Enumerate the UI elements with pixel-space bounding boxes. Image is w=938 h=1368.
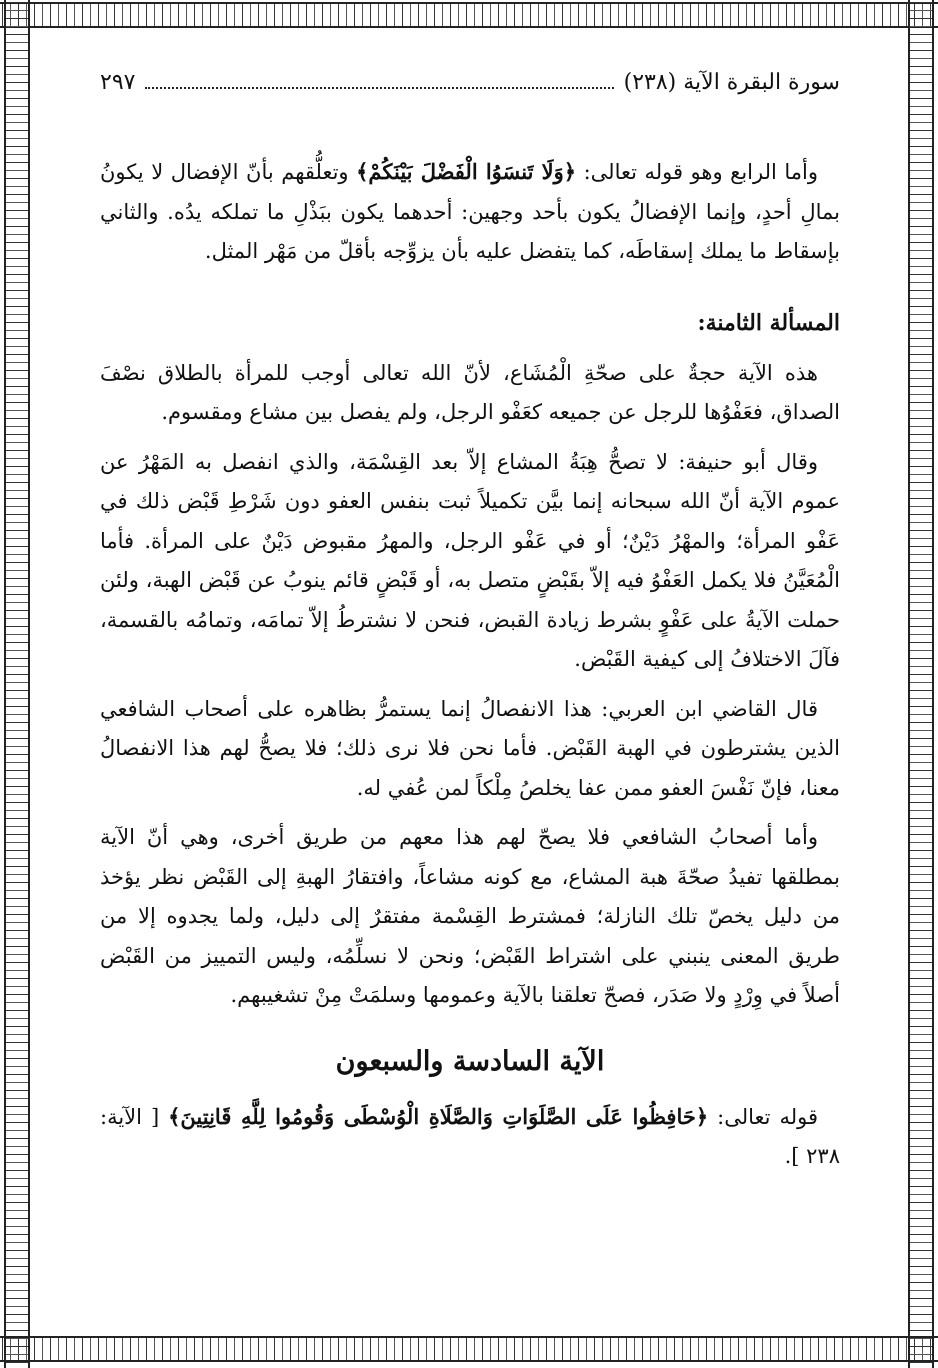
paragraph-fourth-argument xyxy=(100,152,840,272)
decorative-border-bottom xyxy=(0,1336,938,1362)
chapter-heading-verse-76: الآية السادسة والسبعون xyxy=(335,1045,605,1077)
paragraph-musha-proof: هذه الآية حجةٌ على صحّةِ الْمُشَاع، لأنّ الله تعالى أوجب للمرأة بالطلاق نصْفَ الصداق، فعَفْوُها للرجل عن جميعه كعَفْو الرجل، ولم يفصل بين مشاع ومقسوم. xyxy=(100,360,840,424)
header-dotted-leader xyxy=(145,86,613,89)
page-body xyxy=(100,70,840,1177)
paragraph-shafii-companions: وأما أصحابُ الشافعي فلا يصحّ لهم هذا معهم من طريق أخرى، وهي أنّ الآية بمطلقها تفيدُ صحّةَ هبة المشاع، مع كونه مشاعاً، وافتقارُ الهبةِ إلى القَبْض نظر يؤخذ من دليل يخصّ تلك النازلة؛ فمشترط القِسْمة مفتقرٌ إلى دليل، ولما يجدوه إلا من طريق المعنى ينبني على اشتراط القَبْض؛ ونحن لا نسلِّمُه، وليس التمييز من القَبْض أصلاً في وِرْدٍ ولا صَدَر، فصحّ تعلقنا بالآية وعمومها وسلمَتْ مِنْ تشغيبهم. xyxy=(100,825,840,1007)
running-title: سورة البقرة الآية (٢٣٨) xyxy=(623,70,840,95)
section-heading-eighth-issue: المسألة الثامنة: xyxy=(697,309,840,336)
paragraph-ibn-al-arabi: قال القاضي ابن العربي: هذا الانفصالُ إنما يستمرُّ بظاهره على أصحاب الشافعي الذين يشترطون في الهبة القَبْض. فأما نحن فلا نرى ذلك؛ فلا يصحُّ لهم هذا الانفصالُ معنا، فإنّ نَفْسَ العفو ممن عفا يخلصُ مِلْكاً لمن عُفي له. xyxy=(100,696,840,800)
decorative-border-top xyxy=(0,2,938,28)
decorative-border-left xyxy=(4,0,30,1368)
decorative-border-right xyxy=(908,0,934,1368)
quran-verse: ﴿حَافِظُوا عَلَى الصَّلَوَاتِ وَالصَّلَاةِ الْوُسْطَى وَقُومُوا لِلَّهِ قَانِتِينَ﴾ xyxy=(168,1103,709,1129)
paragraph-verse-238 xyxy=(100,1097,840,1177)
paragraph-text: [ الآية: ٢٣٨ ]. xyxy=(100,1104,840,1168)
paragraph-text: وأما الرابع وهو قوله تعالى: xyxy=(576,160,819,184)
quran-verse: ﴿وَلَا تَنسَوُا الْفَضْلَ بَيْنَكُمْ﴾ xyxy=(356,159,577,184)
running-header xyxy=(100,70,840,104)
paragraph-abu-hanifa: وقال أبو حنيفة: لا تصحُّ هِبَةُ المشاع إلاّ بعد القِسْمَة، والذي انفصل به المَهْرُ عن عموم الآية أنّ الله سبحانه إنما بيَّن تكميلاً ثبت بنفس العفو دون شَرْطِ قَبْض ذلك في عَفْو المرأة؛ والمهْرُ دَيْنٌ؛ أو في عَفْو الرجل، والمهرُ مقبوض دَيْنٌ على المرأة. فأما الْمُعَيَّنُ فلا يكمل العَفْوُ فيه إلاّ بقَبْضٍ متصل به، أو قَبْضٍ قائم ينوبُ عن قَبْض الهبة، ولئن حملت الآيةُ على عَفْوٍ بشرط زيادة القبض، فنحن لا نشترطُ إلاّ تمامَه، وتمامُه بالقسمة، فآلَ الاختلافُ إلى كيفية القَبْض. xyxy=(100,449,840,671)
paragraph-text: قوله تعالى: xyxy=(708,1104,818,1129)
page-number: ٢٩٧ xyxy=(100,70,136,95)
paragraph-text: وتعلُّقهم بأنّ الإفضال لا يكونُ بمالِ أحدٍ، وإنما الإفضالُ يكون بأحد وجهين: أحدهما يكون ببَذْلِ ما تملكه يدُه. والثاني بإسقاط ما يملك إسقاطَه، كما يتفضل عليه بأن يزوِّجه بأقلّ من مَهْر المثل. xyxy=(100,160,840,263)
